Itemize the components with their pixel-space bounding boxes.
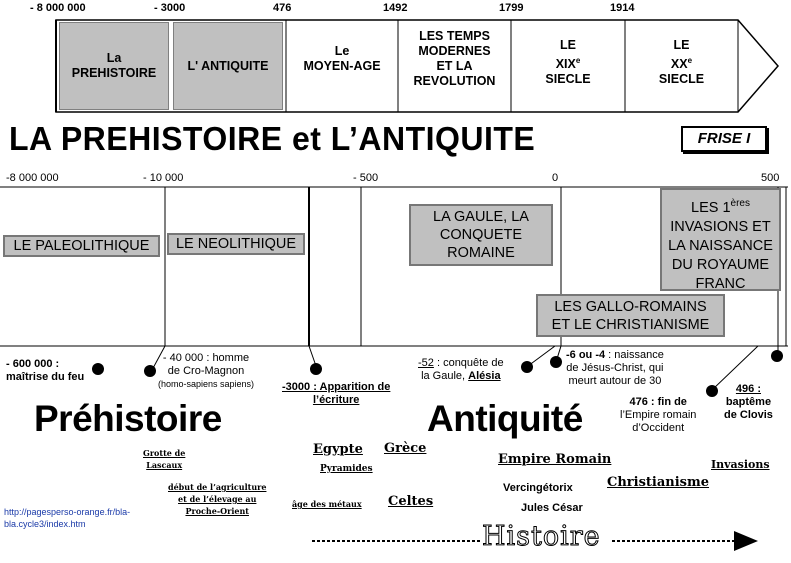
event-ecriture: -3000 : Apparition de l’écriture [282,381,391,406]
event-cro-magnon: - 40 000 : homme de Cro-Magnon (homo-sapiens sapiens) [158,352,255,389]
era-temps-modernes: LES TEMPS MODERNES ET LA REVOLUTION [413,28,496,88]
scale-tick: - 10 000 [143,172,184,184]
event-jesus: -6 ou -4 : naissance de Jésus-Christ, qui meurt autour de 30 [566,349,664,387]
date-label: 1492 [383,2,408,14]
era-xix-siecle: LE XIXe SIECLE [545,37,591,87]
keyword-egypte: Egypte [313,442,363,457]
keyword-agriculture: début de l’agriculture et de l’élevage au Proche-Orient [168,482,267,516]
era-prehistoire: La PREHISTOIRE [59,22,169,110]
period-gallo-romains: LES GALLO-ROMAINS ET LE CHRISTIANISME [536,294,725,337]
period-invasions: LES 1ères INVASIONS ET LA NAISSANCE DU ROYAUME FRANC [660,188,781,291]
keyword-empire-romain: Empire Romain [498,452,612,467]
period-neolithique: LE NEOLITHIQUE [167,233,305,255]
era-moyen-age: Le MOYEN-AGE [303,43,381,73]
event-fin-empire: 476 : fin de l’Empire romain d’Occident [620,396,697,434]
big-word-prehistoire: Préhistoire [34,398,222,439]
date-label: - 8 000 000 [30,2,86,14]
keyword-christianisme: Christianisme [607,475,710,490]
keyword-metaux: âge des métaux [292,499,362,509]
keyword-invasions: Invasions [711,458,770,471]
event-feu: - 600 000 : maîtrise du feu [6,358,85,383]
keyword-vercingetorix: Vercingétorix [503,482,573,494]
keyword-lascaux: Grotte de Lascaux [143,448,186,470]
scale-tick: 0 [552,172,559,184]
big-word-antiquite: Antiquité [427,398,583,439]
event-clovis: 496 : baptême de Clovis [724,383,773,421]
source-url: http://pagesperso-orange.fr/bla- bla.cycle3/index.htm [4,507,131,529]
keyword-celtes: Celtes [388,494,434,509]
era-xx-siecle: LE XXe SIECLE [658,37,705,87]
event-alesia: -52 : conquête de la Gaule, Alésia [418,357,504,382]
scale-tick: - 500 [353,172,379,184]
frise-badge: FRISE I [681,126,767,152]
keyword-pyramides: Pyramides [320,464,373,474]
keyword-grece: Grèce [384,441,427,456]
date-label: 1799 [499,2,524,14]
date-label: 476 [273,2,292,14]
period-gaule-romaine: LA GAULE, LA CONQUETE ROMAINE [409,204,553,266]
page-title: LA PREHISTOIRE et L’ANTIQUITE [9,120,536,157]
scale-tick: 500 [761,172,780,184]
era-antiquite: L' ANTIQUITE [173,22,283,110]
period-paleolithique: LE PALEOLITHIQUE [3,235,160,257]
date-label: - 3000 [154,2,186,14]
scale-tick: -8 000 000 [6,172,59,184]
keyword-jules-cesar: Jules César [521,502,583,514]
date-label: 1914 [610,2,635,14]
big-word-histoire: Histoire [482,521,601,552]
